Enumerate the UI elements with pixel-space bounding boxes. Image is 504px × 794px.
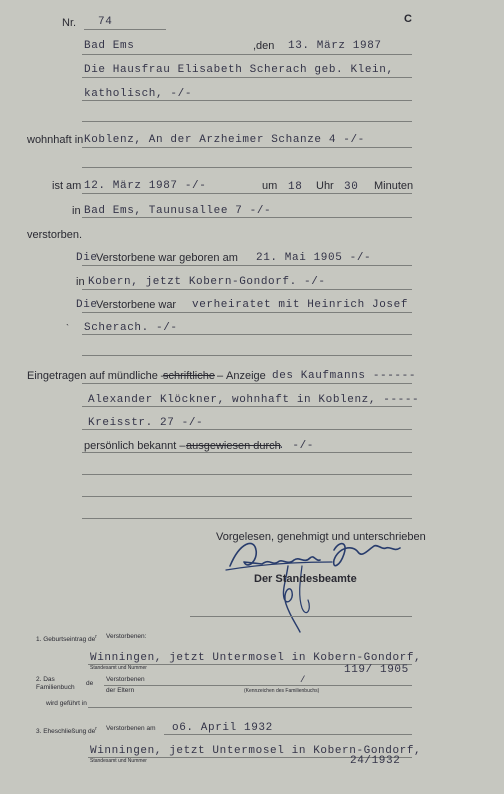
spouse-name: Scherach. -/- — [84, 322, 178, 334]
person-rule-1 — [82, 77, 412, 78]
born-label: Verstorbene war geboren am — [96, 252, 238, 264]
family-book-rule — [104, 685, 412, 686]
birth-register-number: 119/ 1905 — [344, 664, 409, 676]
kept-in-rule — [88, 707, 412, 708]
report-rule-3 — [82, 429, 412, 430]
handwritten-signatures — [222, 536, 412, 636]
birth-entry-label-2: Verstorbenen: — [106, 633, 147, 640]
marriage-label-2: Verstorbenen am — [106, 725, 156, 732]
death-date: 12. März 1987 -/- — [84, 180, 207, 192]
report-struck-written: schriftliche — [163, 370, 215, 382]
known-rule — [82, 452, 412, 453]
marriage-register-number: 24/1932 — [350, 755, 401, 767]
blank-rule-5 — [82, 518, 412, 519]
marriage-date-rule — [164, 734, 412, 735]
blank-rule-3 — [82, 474, 412, 475]
death-in-label: in — [72, 205, 81, 217]
blank-rule — [82, 167, 412, 168]
place-rule — [82, 54, 412, 55]
report-rule-2 — [82, 406, 412, 407]
family-book-de: de — [86, 680, 94, 687]
margin-mark: ` — [66, 323, 69, 333]
death-place: Bad Ems, Taunusallee 7 -/- — [84, 205, 272, 217]
report-rule-1 — [82, 383, 412, 384]
residence-rule — [82, 147, 412, 148]
registry-place: Bad Ems — [84, 40, 135, 52]
signature-rule — [190, 616, 412, 617]
married-label: Verstorbene war — [96, 299, 177, 311]
anzeige-label: Anzeige — [226, 370, 266, 382]
den-label: ,den — [253, 40, 275, 52]
birth-place-rule — [82, 289, 412, 290]
blank-rule-2 — [82, 355, 412, 356]
birth-entry-label: 1. Geburtseintrag $de^r$ — [36, 634, 97, 644]
married-prefix: Die — [76, 299, 98, 311]
uhr-label: Uhr — [316, 180, 334, 192]
death-place-rule — [82, 217, 412, 218]
registrar-label: Der Standesbeamte — [254, 573, 357, 585]
marriage-label: 3. Eheschließung $de^r$ — [36, 726, 97, 736]
report-label: Eingetragen auf mündliche – — [27, 370, 168, 382]
corner-letter: C — [404, 13, 412, 25]
reporter-line-3: Kreisstr. 27 -/- — [88, 417, 204, 429]
verstorben-label: verstorben. — [27, 229, 83, 241]
residence-label: wohnhaft in — [27, 134, 84, 146]
person-line-2: katholisch, -/- — [84, 88, 193, 100]
death-date-rule — [82, 193, 412, 194]
family-book-deceased: Verstorbenen — [106, 676, 145, 683]
marriage-registry-caption: Standesamt und Nummer — [90, 758, 147, 764]
family-book-caption: (Kennzeichen des Familienbuchs) — [244, 688, 320, 694]
family-book-kept-in: wird geführt in — [46, 700, 87, 707]
person-line-1: Die Hausfrau Elisabeth Scherach geb. Klein, — [84, 64, 394, 76]
marriage-registry: Winningen, jetzt Untermosel in Kobern-Gondorf, — [90, 745, 422, 757]
death-minutes: 30 — [344, 181, 359, 193]
person-rule-3 — [82, 121, 412, 122]
known-struck: ausgewiesen durch — [186, 440, 281, 452]
ist-am-label: ist am — [52, 180, 82, 192]
number-rule — [84, 29, 166, 30]
known-label: persönlich bekannt – — [84, 440, 186, 452]
birth-date: 21. Mai 1905 -/- — [256, 252, 372, 264]
family-book-label-1: 2. Das — [36, 676, 55, 683]
family-book-slash: / — [300, 675, 307, 685]
certificate-number: 74 — [98, 16, 113, 28]
birth-place: Kobern, jetzt Kobern-Gondorf. -/- — [88, 276, 326, 288]
marriage-date: o6. April 1932 — [172, 722, 273, 734]
marital-rule — [82, 312, 412, 313]
um-label: um — [262, 180, 278, 192]
nr-label: Nr. — [62, 17, 77, 29]
residence-value: Koblenz, An der Arzheimer Schanze 4 -/- — [84, 134, 365, 146]
approval-text: Vorgelesen, genehmigt und unterschrieben — [216, 531, 426, 543]
family-book-label-2: Familienbuch — [36, 684, 75, 691]
minuten-label: Minuten — [374, 180, 414, 192]
person-rule-2 — [82, 100, 412, 101]
spouse-rule — [82, 334, 412, 335]
blank-rule-4 — [82, 496, 412, 497]
reporter-line-2: Alexander Klöckner, wohnhaft in Koblenz, ----- — [88, 394, 420, 406]
known-suffix: . -/- — [278, 440, 315, 452]
marital-status: verheiratet mit Heinrich Josef — [192, 299, 409, 311]
birth-date-rule — [82, 265, 412, 266]
report-dash: – — [217, 370, 224, 382]
birth-registry-caption: Standesamt und Nummer — [90, 665, 147, 671]
registration-date: 13. März 1987 — [288, 40, 382, 52]
family-book-parents: der Eltern — [106, 687, 135, 694]
born-in-label: in — [76, 276, 85, 288]
birth-registry: Winningen, jetzt Untermosel in Kobern-Gondorf, — [90, 652, 422, 664]
born-prefix: Die — [76, 252, 98, 264]
death-hour: 18 — [288, 181, 303, 193]
reporter-line-1: des Kaufmanns ------ — [272, 370, 417, 382]
